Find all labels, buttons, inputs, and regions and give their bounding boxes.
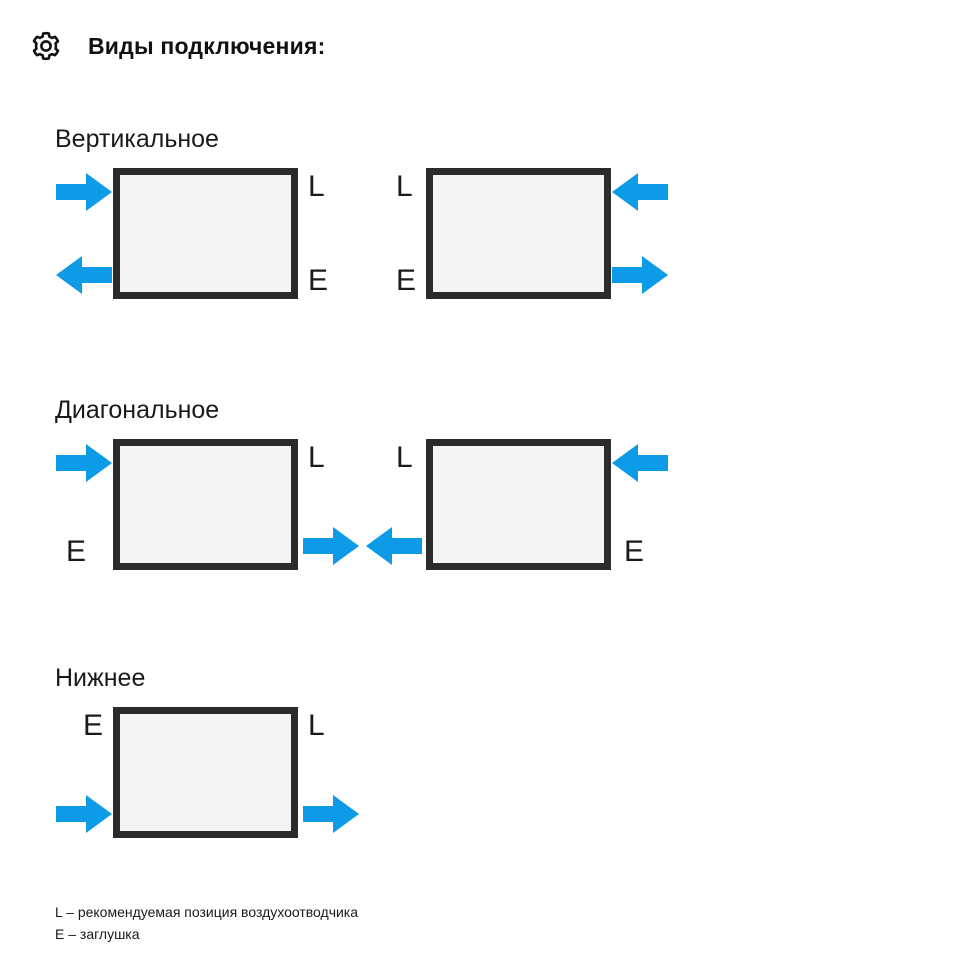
letter-L: L	[308, 441, 325, 474]
legend-line-air-vent: L – рекомендуемая позиция воздухоотводчика	[55, 904, 359, 920]
gear-icon	[28, 28, 64, 64]
letter-E: E	[624, 535, 645, 568]
arrow-right-bottom-left	[56, 793, 112, 835]
arrow-right-bottom-right	[303, 525, 359, 567]
arrow-right-bottom-right	[612, 254, 668, 296]
arrow-right-top-left	[56, 171, 112, 213]
arrow-left-bottom-left	[56, 254, 112, 296]
arrow-left-top-right	[612, 171, 668, 213]
arrow-left-top-right	[612, 442, 668, 484]
letter-E: E	[83, 709, 104, 742]
letter-E: E	[66, 535, 87, 568]
letter-L: L	[308, 170, 325, 203]
arrow-right-top-left	[56, 442, 112, 484]
section-title-vertical: Вертикальное	[55, 125, 219, 153]
letter-E: E	[308, 264, 329, 297]
letter-L: L	[308, 709, 325, 742]
radiator-body	[426, 439, 611, 570]
arrow-left-bottom-left	[366, 525, 422, 567]
letter-E: E	[396, 264, 417, 297]
radiator-body	[426, 168, 611, 299]
legend-line-plug: E – заглушка	[55, 925, 140, 942]
section-title-bottom: Нижнее	[55, 664, 146, 692]
arrow-right-bottom-right	[303, 793, 359, 835]
page-title: Виды подключения:	[88, 32, 326, 59]
radiator-body	[113, 439, 298, 570]
legend	[55, 902, 358, 945]
section-title-diagonal: Диагональное	[55, 396, 220, 424]
radiator-body	[113, 707, 298, 838]
letter-L: L	[396, 170, 413, 203]
header	[28, 28, 325, 64]
radiator-body	[113, 168, 298, 299]
letter-L: L	[396, 441, 413, 474]
